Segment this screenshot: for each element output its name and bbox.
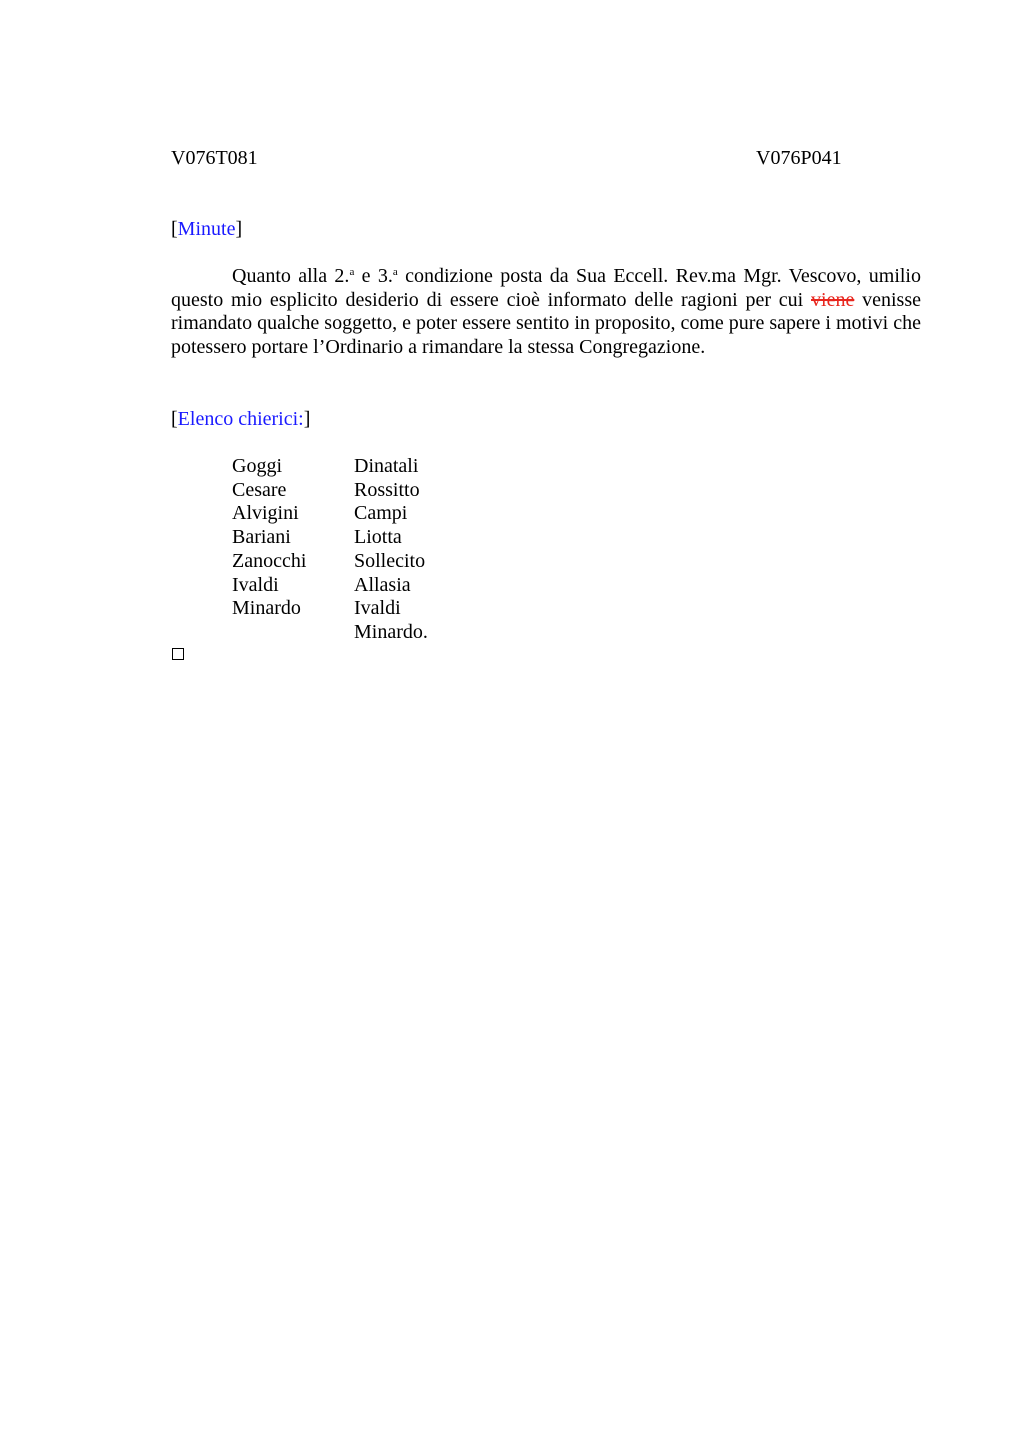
name-item: Bariani [232,526,291,549]
name-item: Zanocchi [232,549,307,572]
minute-open-bracket: [ [171,218,178,240]
minute-label: Minute [177,218,236,240]
elenco-close-bracket: ] [303,408,311,430]
name-item: Cesare [232,478,287,501]
minute-heading [171,217,242,241]
name-item: Minardo. [354,620,428,643]
name-item: Sollecito [354,549,426,572]
name-item: Alvigini [232,502,299,525]
paragraph-text-3: condizione posta da Sua Eccell. Rev.ma Mgr. Vescovo, umilio questo mio esplicito desiderio di essere cioè informato delle ragioni per cui [171,265,921,311]
minute-paragraph [171,265,921,360]
names-column-right [354,455,428,645]
paragraph-text-2: e 3. [354,265,393,287]
document-code-left: V076T081 [171,147,258,169]
name-item: Liotta [354,526,402,549]
name-item: Dinatali [354,455,419,477]
name-item: Ivaldi [354,597,401,620]
name-item: Allasia [354,573,411,596]
paragraph-text-4: venisse rimandato qualche soggetto, e poter essere sentito in proposito, come pure sapere i motivi che potessero portare l’Ordinario a rimandare la stessa Congregazione. [171,288,921,359]
name-item: Campi [354,502,408,525]
document-code-right: V076P041 [756,147,842,169]
elenco-open-bracket: [ [171,408,178,430]
name-item: Minardo [232,597,301,620]
paragraph-text-1: Quanto alla 2. [232,265,350,287]
ordinal-superscript-2: a [392,266,398,278]
name-item: Rossitto [354,478,420,501]
ordinal-superscript-1: a [349,266,355,278]
name-item: Ivaldi [232,573,279,596]
name-item: Goggi [232,455,282,477]
elenco-label: Elenco chierici: [177,408,304,430]
deleted-word: viene [811,288,855,311]
minute-close-bracket: ] [235,218,243,240]
elenco-heading [171,407,310,431]
names-column-left [232,455,306,621]
end-of-document-square-icon [172,648,184,660]
